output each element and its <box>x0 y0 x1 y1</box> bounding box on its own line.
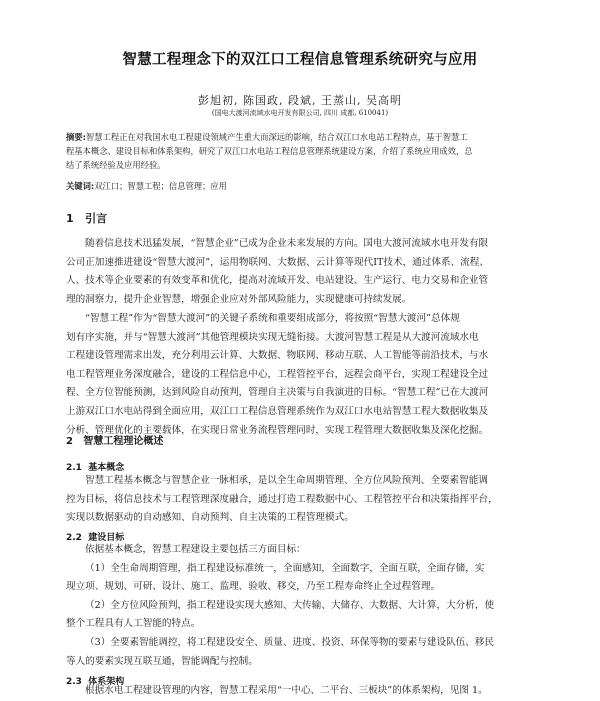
text-line: 依据基本概念，智慧工程建设主要包括三方面目标： <box>85 544 306 555</box>
abstract-line: 程基本概念、建设目标和体系架构，研究了双江口水电站工程信息管理系统建设方案，介绍了系统应用成效，总 <box>66 146 473 156</box>
text-line: 现立项、规划、可研、设计、施工、监理、验收、移交，乃至工程寿命终止全过程管理。 <box>66 581 441 593</box>
abstract-line: 结了系统经验及应用经验。 <box>66 160 166 170</box>
text-line: 划有序实施，并与“智慧大渡河”其他管理模块实现无缝衔接。大渡河智慧工程是从大渡河流域水电 <box>66 331 479 343</box>
text-line: 智慧工程基本概念与智慧企业一脉相承，是以全生命周期管理、全方位风险预判、全要素智能调 <box>85 475 488 486</box>
keywords-text: 双江口；智慧工程；信息管理；应用 <box>94 181 227 191</box>
text-line: 等人的要素实现互联互通，智能调配与控制。 <box>66 655 258 667</box>
section-title: 建设目标 <box>88 533 125 543</box>
paper-title: 智慧工程理念下的双江口工程信息管理系统研究与应用 <box>122 52 478 68</box>
section-number: 2.1 <box>66 463 82 473</box>
section-title: 智慧工程理论概述 <box>83 436 164 447</box>
text-line: 控为目标，将信息技术与工程管理深度融合，通过打造工程数据中心、工程管控平台和决策指挥平台， <box>66 493 498 505</box>
text-line: 根据水电工程建设管理的内容，智慧工程采用“一中心、二平台、三板块”的体系架构，见图 1。 <box>85 685 488 696</box>
section-number: 1 <box>66 212 74 225</box>
text-line: 电工程管理业务深度融合，建设的工程信息中心，工程管控平台，远程会商平台，实现工程建设全过 <box>66 368 489 380</box>
text-line: 公司正加速推进建设“智慧大渡河”，运用物联网、大数据、云计算等现代IT技术，通过体系、流程、 <box>66 256 489 268</box>
text-line: 上游双江口水电站得到全面应用，双江口工程信息管理系统作为双江口水电站智慧工程大数据收集及 <box>66 405 489 417</box>
section-number: 2 <box>66 436 73 447</box>
intro-paragraph-1 <box>66 235 541 309</box>
section-number: 2.2 <box>66 533 82 543</box>
text-line: 理的洞察力，提升企业智慧，增强企业应对外部风险能力，实现健康可持续发展。 <box>66 293 412 305</box>
section-2-2-paragraph <box>66 541 541 671</box>
intro-paragraph-2 <box>66 310 541 440</box>
text-line: 整个工程具有人工智能的特点。 <box>66 618 201 630</box>
text-line: 随着信息技术迅猛发展，“智慧企业”已成为企业未来发展的方向。国电大渡河流域水电开发有限 <box>85 238 489 249</box>
list-item: （3）全要素智能调控，将工程建设安全、质量、进度、投资、环保等物的要素与建设队伍、移民 <box>85 636 495 648</box>
section-2-3-paragraph <box>66 682 541 701</box>
text-line: 分析、管理优化的主要载体，在实现日常业务流程管理同时，实现工程管理大数据收集及深化挖掘。 <box>66 424 489 436</box>
text-line: “智慧工程”作为“智慧大渡河”的关键子系统和重要组成部分，将按照“智慧大渡河”总体规 <box>85 313 460 324</box>
section-title: 引言 <box>85 212 108 225</box>
text-line: 工程建设管理需求出发，充分利用云计算、大数据、物联网、移动互联、人工智能等前沿技术，与水 <box>66 350 489 362</box>
text-line: 程、全方位智能预测，达到风险自动预判，管理自主决策与自我演进的目标。“智慧工程”已在大渡河 <box>66 387 489 399</box>
author-affiliation: (国电大渡河流域水电开发有限公司, 四川 成都, 610041) <box>211 109 389 117</box>
abstract-line: 摘要:智慧工程正在对我国水电工程建设领域产生重大而深远的影响，结合双江口水电站工程特点，基于智慧工 <box>66 132 468 142</box>
keywords <box>66 180 536 192</box>
section-title: 体系架构 <box>88 677 125 687</box>
section-title: 基本概念 <box>88 463 125 473</box>
paper-authors: 彭旭初, 陈国政, 段斌, 王蒸山, 吴高明 <box>198 94 402 107</box>
section-number: 2.3 <box>66 677 82 687</box>
text-line: 人、技术等企业要素的有效变革和优化，提高对流域开发、电站建设、生产运行、电力交易和企业管 <box>66 275 489 287</box>
abstract-label: 摘要: <box>66 132 86 142</box>
section-1-heading <box>66 210 107 226</box>
list-item: （1）全生命周期管理，指工程建设标准统一，全面感知，全面数字，全面互联，全面存储，实 <box>85 562 485 574</box>
text-line: 实现以数据驱动的自动感知、自动预判、自主决策的工程管理模式。 <box>66 512 354 524</box>
section-2-heading <box>66 432 163 447</box>
abstract <box>66 130 536 172</box>
section-2-1-paragraph <box>66 472 541 528</box>
list-item: （2）全方位风险预判，指工程建设实现大感知、大传输、大储存、大数据、大计算，大分析，使 <box>85 599 495 611</box>
keywords-label: 关键词: <box>66 181 95 191</box>
